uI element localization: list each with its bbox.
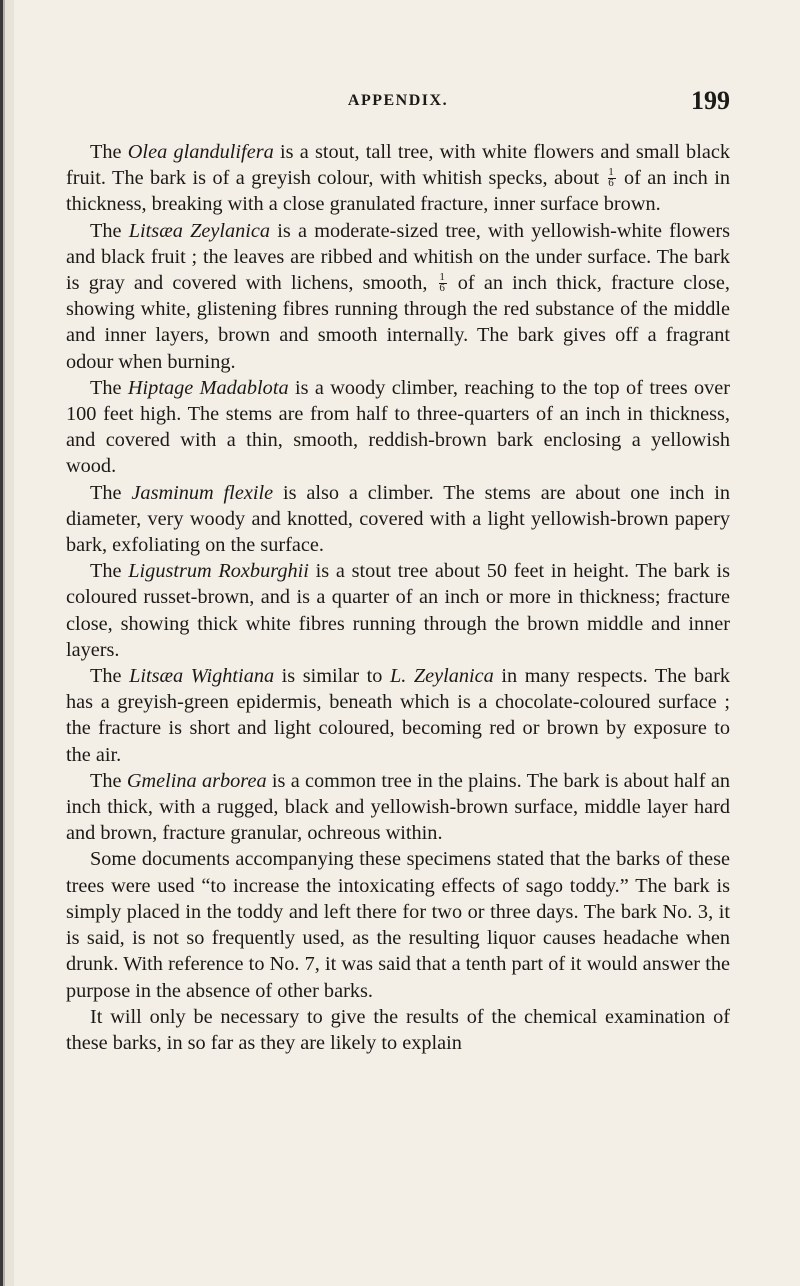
body-text	[66, 139, 730, 1056]
text-run: of an inch in thickness, breaking with a close granulated fracture, inner surface brown.	[66, 167, 730, 216]
text-run: The	[90, 769, 127, 792]
running-title: APPENDIX.	[347, 92, 449, 109]
species-name: L. Zeylanica	[389, 665, 494, 688]
paragraph	[66, 218, 730, 375]
text-run: in many respects. The bark has a greyish-green epidermis, beneath which is a chocolate-coloured surface ; the fracture is short and light coloured, becoming red or brown by exposure to the air.	[66, 665, 730, 766]
paragraph-indent	[66, 220, 90, 242]
paragraph	[66, 375, 730, 480]
paragraph-indent	[66, 560, 90, 582]
text-run: The	[90, 376, 128, 399]
page-binding-edge	[0, 0, 14, 1286]
text-run: of an inch thick, fracture close, showing white, glistening fibres running through the red substance of the middle and inner layers, brown and smooth internally. The bark gives off a fragrant odour when burning.	[66, 272, 730, 373]
paragraph-indent	[66, 141, 90, 163]
paragraph-indent	[66, 482, 90, 504]
paragraph	[66, 139, 730, 218]
text-run: is a moderate-sized tree, with yellowish-white flowers and black fruit ; the leaves are ribbed and whitish on the under surface. The bark is gray and covered with lichens, smooth,	[66, 219, 730, 295]
text-run: Some documents accompanying these specimens stated that the barks of these trees were used “to increase the intoxicating effects of sago toddy.” The bark is simply placed in the toddy and left there for two or three days. The bark No. 3, it is said, is not so frequently used, as the resulting liquor causes headache when drunk. With reference to No. 7, it was said that a tenth part of it would answer the purpose in the absence of other barks.	[66, 848, 730, 1002]
paragraph-indent	[66, 770, 90, 792]
text-run: The	[90, 665, 130, 688]
text-run: The	[90, 481, 132, 504]
paragraph	[66, 558, 730, 663]
paragraph	[66, 846, 730, 1003]
text-run: is a common tree in the plains. The bark is about half an inch thick, with a rugged, black and yellowish-brown surface, middle layer hard and brown, fracture granular, ochreous within.	[66, 769, 730, 845]
species-name: Litsæa Zeylanica	[128, 219, 271, 242]
text-run: The	[90, 141, 128, 163]
text-run: is a woody climber, reaching to the top of trees over 100 feet high. The stems are from half to three-quarters of an inch in thickness, and covered with a thin, smooth, reddish-brown bark enclosing a yellowish wood.	[66, 376, 730, 478]
text-run: It will only be necessary to give the results of the chemical examination of these barks, in so far as they are likely to explain	[66, 1005, 730, 1054]
species-name: Olea glandulifera	[127, 141, 274, 163]
text-run: The	[90, 560, 129, 583]
paragraph-indent	[66, 1006, 90, 1028]
paragraph-indent	[66, 377, 90, 399]
paragraph-indent	[66, 665, 90, 687]
page-header	[66, 86, 730, 122]
species-name: Jasminum flexile	[131, 481, 274, 504]
page-number: 199	[691, 86, 730, 115]
species-name: Litsæa Wightiana	[129, 665, 275, 688]
paragraph	[66, 1004, 730, 1056]
fraction-denominator: 6	[439, 282, 445, 295]
paragraph	[66, 768, 730, 847]
paragraph	[66, 480, 730, 559]
text-run: is also a climber. The stems are about one inch in diameter, very woody and knotted, covered with a light yellowish-brown papery bark, exfoliating on the surface.	[66, 481, 730, 557]
fraction	[607, 166, 616, 190]
text-run: is a stout, tall tree, with white flowers and small black fruit. The bark is of a greyish colour, with whitish specks, about	[66, 141, 730, 190]
paragraph	[66, 663, 730, 768]
species-name: Gmelina arborea	[126, 769, 267, 792]
fraction-numerator: 1	[439, 271, 445, 284]
text-run: is similar to	[274, 665, 390, 688]
text-run: is a stout tree about 50 feet in height. The bark is coloured russet-brown, and is a quarter of an inch or more in thickness; fracture close, showing thick white fibres running through the brown middle and inner layers.	[66, 560, 730, 661]
fraction-numerator: 1	[608, 166, 614, 179]
fraction-denominator: 6	[608, 177, 614, 190]
species-name: Hiptage Madablota	[127, 376, 289, 399]
fraction	[438, 271, 447, 295]
paragraph-indent	[66, 848, 90, 870]
text-run: The	[90, 219, 129, 242]
species-name: Ligustrum Roxburghii	[128, 560, 309, 583]
